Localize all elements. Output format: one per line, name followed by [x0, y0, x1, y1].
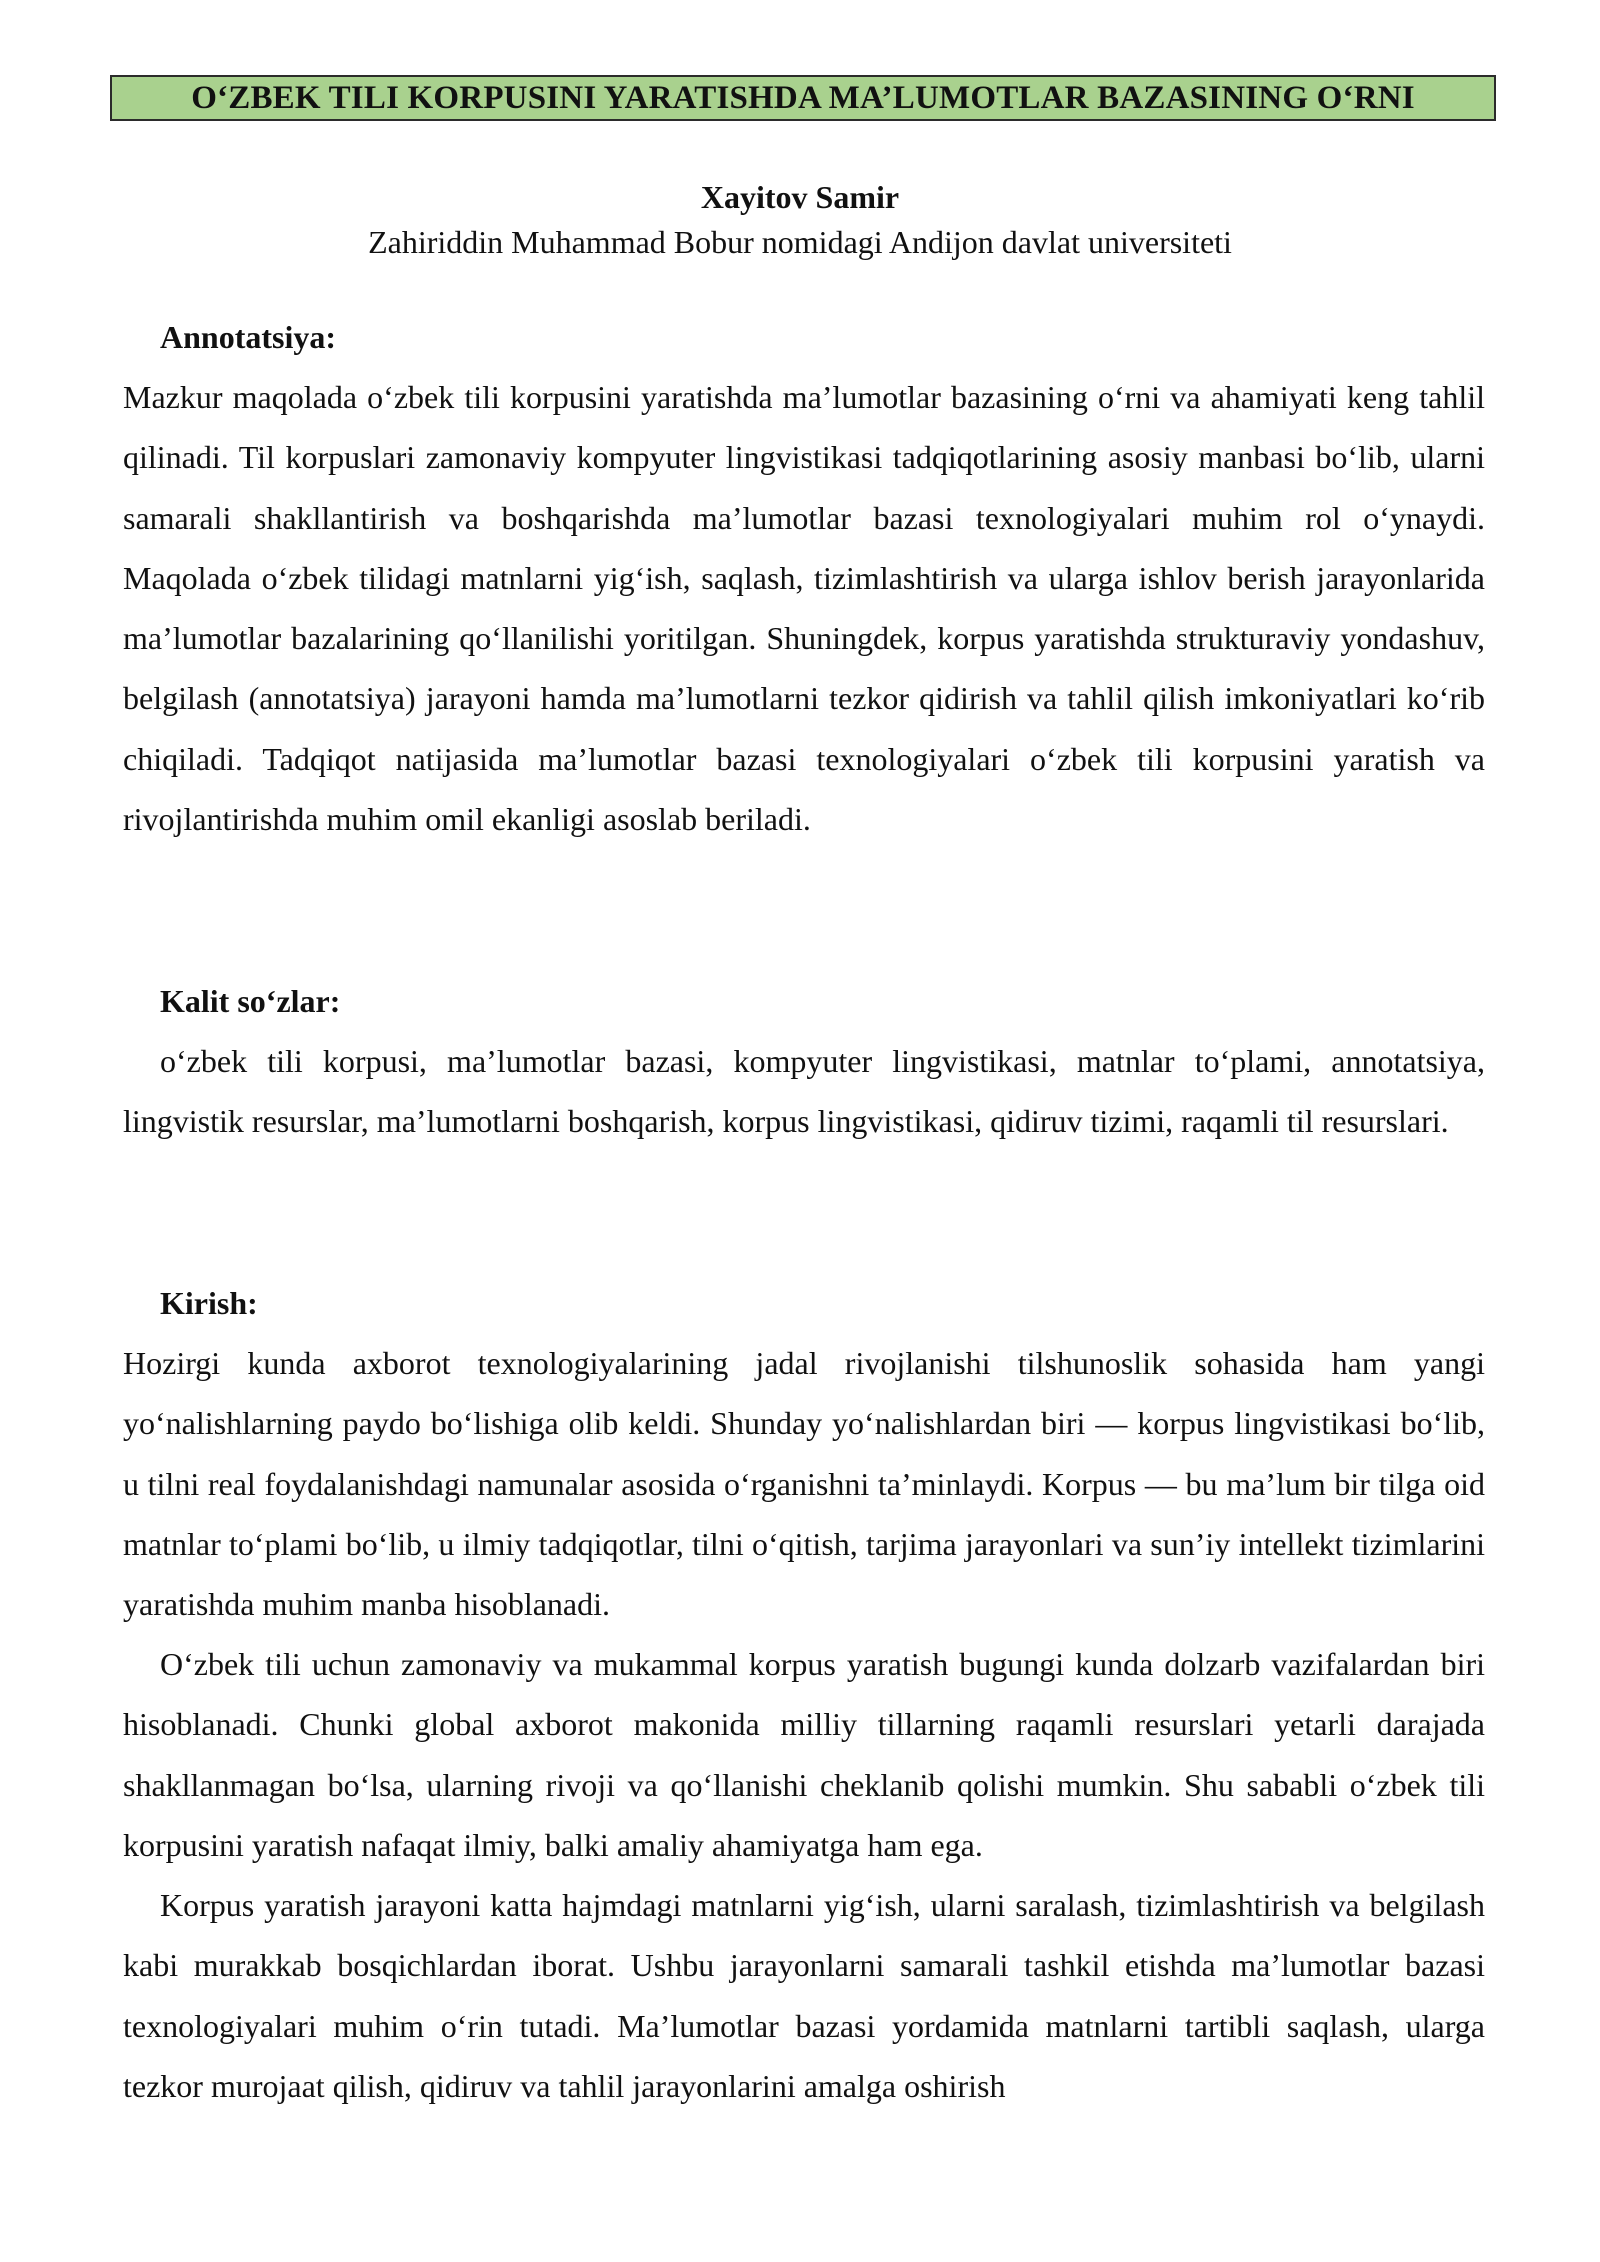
author-affiliation: Zahiriddin Muhammad Bobur nomidagi Andijon davlat universiteti — [368, 224, 1232, 260]
author-name: Xayitov Samir — [700, 179, 900, 215]
paper-title: O‘ZBEK TILI KORPUSINI YARATISHDA MA’LUMOTLAR BAZASINING O‘RNI — [191, 79, 1415, 116]
introduction-paragraph-1: Hozirgi kunda axborot texnologiyalarining jadal rivojlanishi tilshunoslik sohasida ham yangi yo‘nalishlarning paydo bo‘lishiga olib keldi. Shunday yo‘nalishlardan biri — korpus lingvistikasi bo‘lib, u tilni real foydalanishdagi namunalar asosida o‘rganishni ta’minlaydi. Korpus — bu ma’lum bir tilga oid matnlar to‘plami bo‘lib, u ilmiy tadqiqotlar, tilni o‘qitish, tarjima jarayonlari va sun’iy intellekt tizimlarini yaratishda muhim manba hisoblanadi. — [123, 1345, 1485, 1623]
abstract-text: Mazkur maqolada o‘zbek tili korpusini yaratishda ma’lumotlar bazasining o‘rni va ahamiyati keng tahlil qilinadi. Til korpuslari zamonaviy kompyuter lingvistikasi tadqiqotlarining asosiy manbasi bo‘lib, ularni samarali shakllantirish va boshqarishda ma’lumotlar bazasi texnologiyalari muhim rol o‘ynaydi. Maqolada o‘zbek tilidagi matnlarni yig‘ish, saqlash, tizimlashtirish va ularga ishlov berish jarayonlarida ma’lumotlar bazalarining qo‘llanilishi yoritilgan. Shuningdek, korpus yaratishda strukturaviy yondashuv, belgilash (annotatsiya) jarayoni hamda ma’lumotlarni tezkor qidirish va tahlil qilish imkoniyatlari ko‘rib chiqiladi. Tadqiqot natijasida ma’lumotlar bazasi texnologiyalari o‘zbek tili korpusini yaratish va rivojlantirishda muhim omil ekanligi asoslab beriladi. — [123, 379, 1485, 838]
keywords-text: o‘zbek tili korpusi, ma’lumotlar bazasi, kompyuter lingvistikasi, matnlar to‘plami, annotatsiya, lingvistik resurslar, ma’lumotlarni boshqarish, korpus lingvistikasi, qidiruv tizimi, raqamli til resurslari. — [123, 1043, 1485, 1140]
introduction-heading: Kirish: — [160, 1285, 258, 1321]
paper-title-box — [110, 75, 1496, 121]
abstract-heading: Annotatsiya: — [160, 319, 337, 355]
introduction-paragraph-3: Korpus yaratish jarayoni katta hajmdagi matnlarni yig‘ish, ularni saralash, tizimlashtirish va belgilash kabi murakkab bosqichlardan iborat. Ushbu jarayonlarni samarali tashkil etishda ma’lumotlar bazasi texnologiyalari muhim o‘rin tutadi. Ma’lumotlar bazasi yordamida matnlarni tartibli saqlash, ularga tezkor murojaat qilish, qidiruv va tahlil jarayonlarini amalga oshirish — [123, 1887, 1485, 2104]
keywords-heading: Kalit so‘zlar: — [160, 983, 341, 1019]
introduction-paragraph-2: O‘zbek tili uchun zamonaviy va mukammal korpus yaratish bugungi kunda dolzarb vazifalardan biri hisoblanadi. Chunki global axborot makonida milliy tillarning raqamli resurslari yetarli darajada shakllanmagan bo‘lsa, ularning rivoji va qo‘llanishi cheklanib qolishi mumkin. Shu sababli o‘zbek tili korpusini yaratish nafaqat ilmiy, balki amaliy ahamiyatga ham ega. — [123, 1646, 1485, 1863]
